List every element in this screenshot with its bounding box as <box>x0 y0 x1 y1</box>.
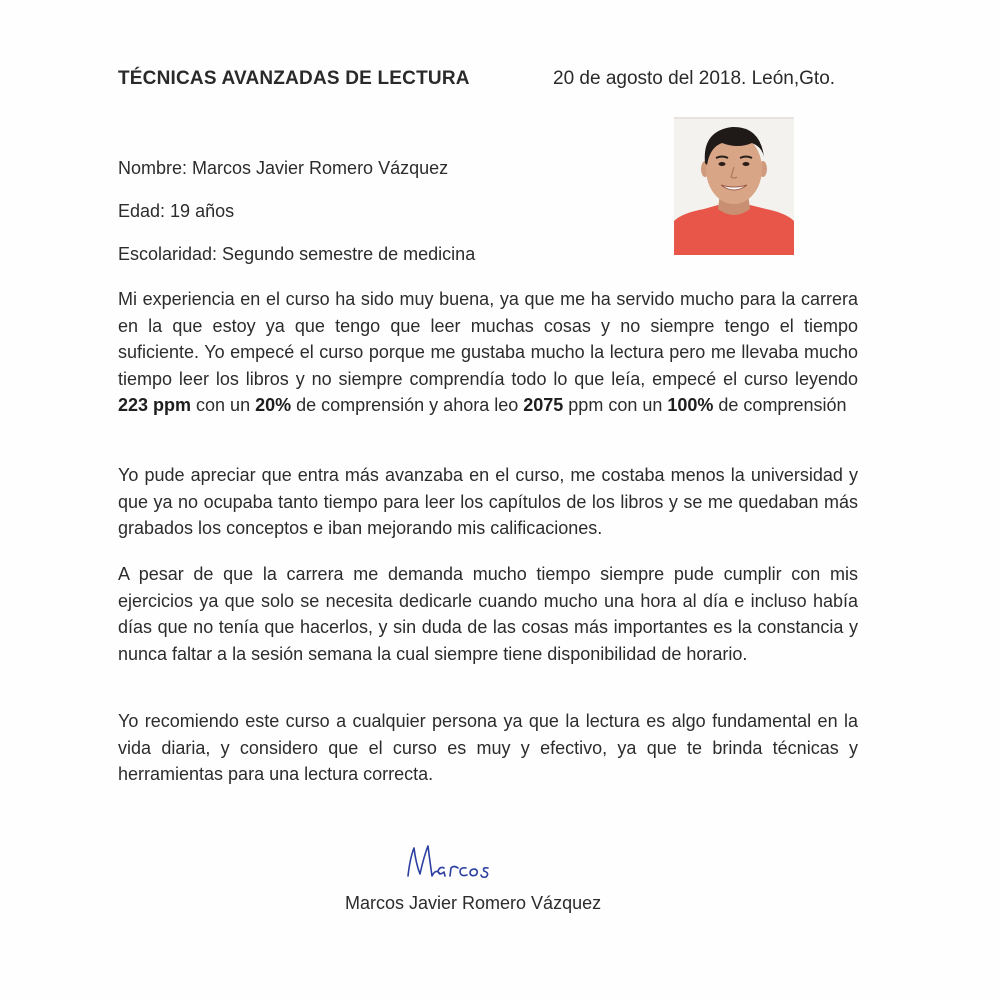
paragraph-text: con un <box>191 395 256 415</box>
document-title: TÉCNICAS AVANZADAS DE LECTURA <box>118 68 470 89</box>
final-comprehension-value: 100% <box>667 395 714 415</box>
paragraph-recommendation: Yo recomiendo este curso a cualquier persona ya que la lectura es algo fundamental en la vida diaria, y considero que el curso es muy y efectivo, ya que te brinda técnicas y herramientas para una lectura correcta. <box>118 711 858 784</box>
initial-speed-value: 223 ppm <box>118 395 192 415</box>
student-age-line: Edad: 19 años <box>118 201 235 221</box>
handwritten-signature <box>400 838 520 893</box>
initial-comprehension-value: 20% <box>255 395 292 415</box>
paragraph-text: Mi experiencia en el curso ha sido muy buena, ya que me ha servido mucho para la carrera en la que estoy ya que tengo que leer muchas cosas y no siempre tengo el tiempo suficiente. Yo empecé el curso porque me gustaba mucho la lectura pero me llevaba mucho tiempo leer los libros y no siempre comprendía todo lo que leía, empecé el curso leyendo <box>118 289 858 389</box>
final-speed-value: 2075 <box>523 395 564 415</box>
paragraph-text: ppm con un <box>563 395 668 415</box>
paragraph-text: de comprensión y ahora leo <box>291 395 524 415</box>
paragraph-experience <box>118 286 858 419</box>
document-date: 20 de agosto del 2018. León,Gto. <box>553 68 836 89</box>
student-photo <box>674 117 794 255</box>
signer-name: Marcos Javier Romero Vázquez <box>345 893 602 913</box>
paragraph-progress: Yo pude apreciar que entra más avanzaba en el curso, me costaba menos la universidad y que ya no ocupaba tanto tiempo para leer los capítulos de los libros y se me quedaban más grabados los conceptos e iban mejorando mis calificaciones. <box>118 465 858 538</box>
student-name-line: Nombre: Marcos Javier Romero Vázquez <box>118 158 449 178</box>
student-schooling-line: Escolaridad: Segundo semestre de medicina <box>118 244 476 264</box>
paragraph-commitment: A pesar de que la carrera me demanda mucho tiempo siempre pude cumplir con mis ejercicios ya que solo se necesita dedicarle cuando mucho una hora al día e incluso había días que no tenía que hacerlos, y sin duda de las cosas más importantes es la constancia y nunca faltar a la sesión semana la cual siempre tiene disponibilidad de horario. <box>118 564 858 664</box>
paragraph-text: de comprensión <box>713 395 847 415</box>
